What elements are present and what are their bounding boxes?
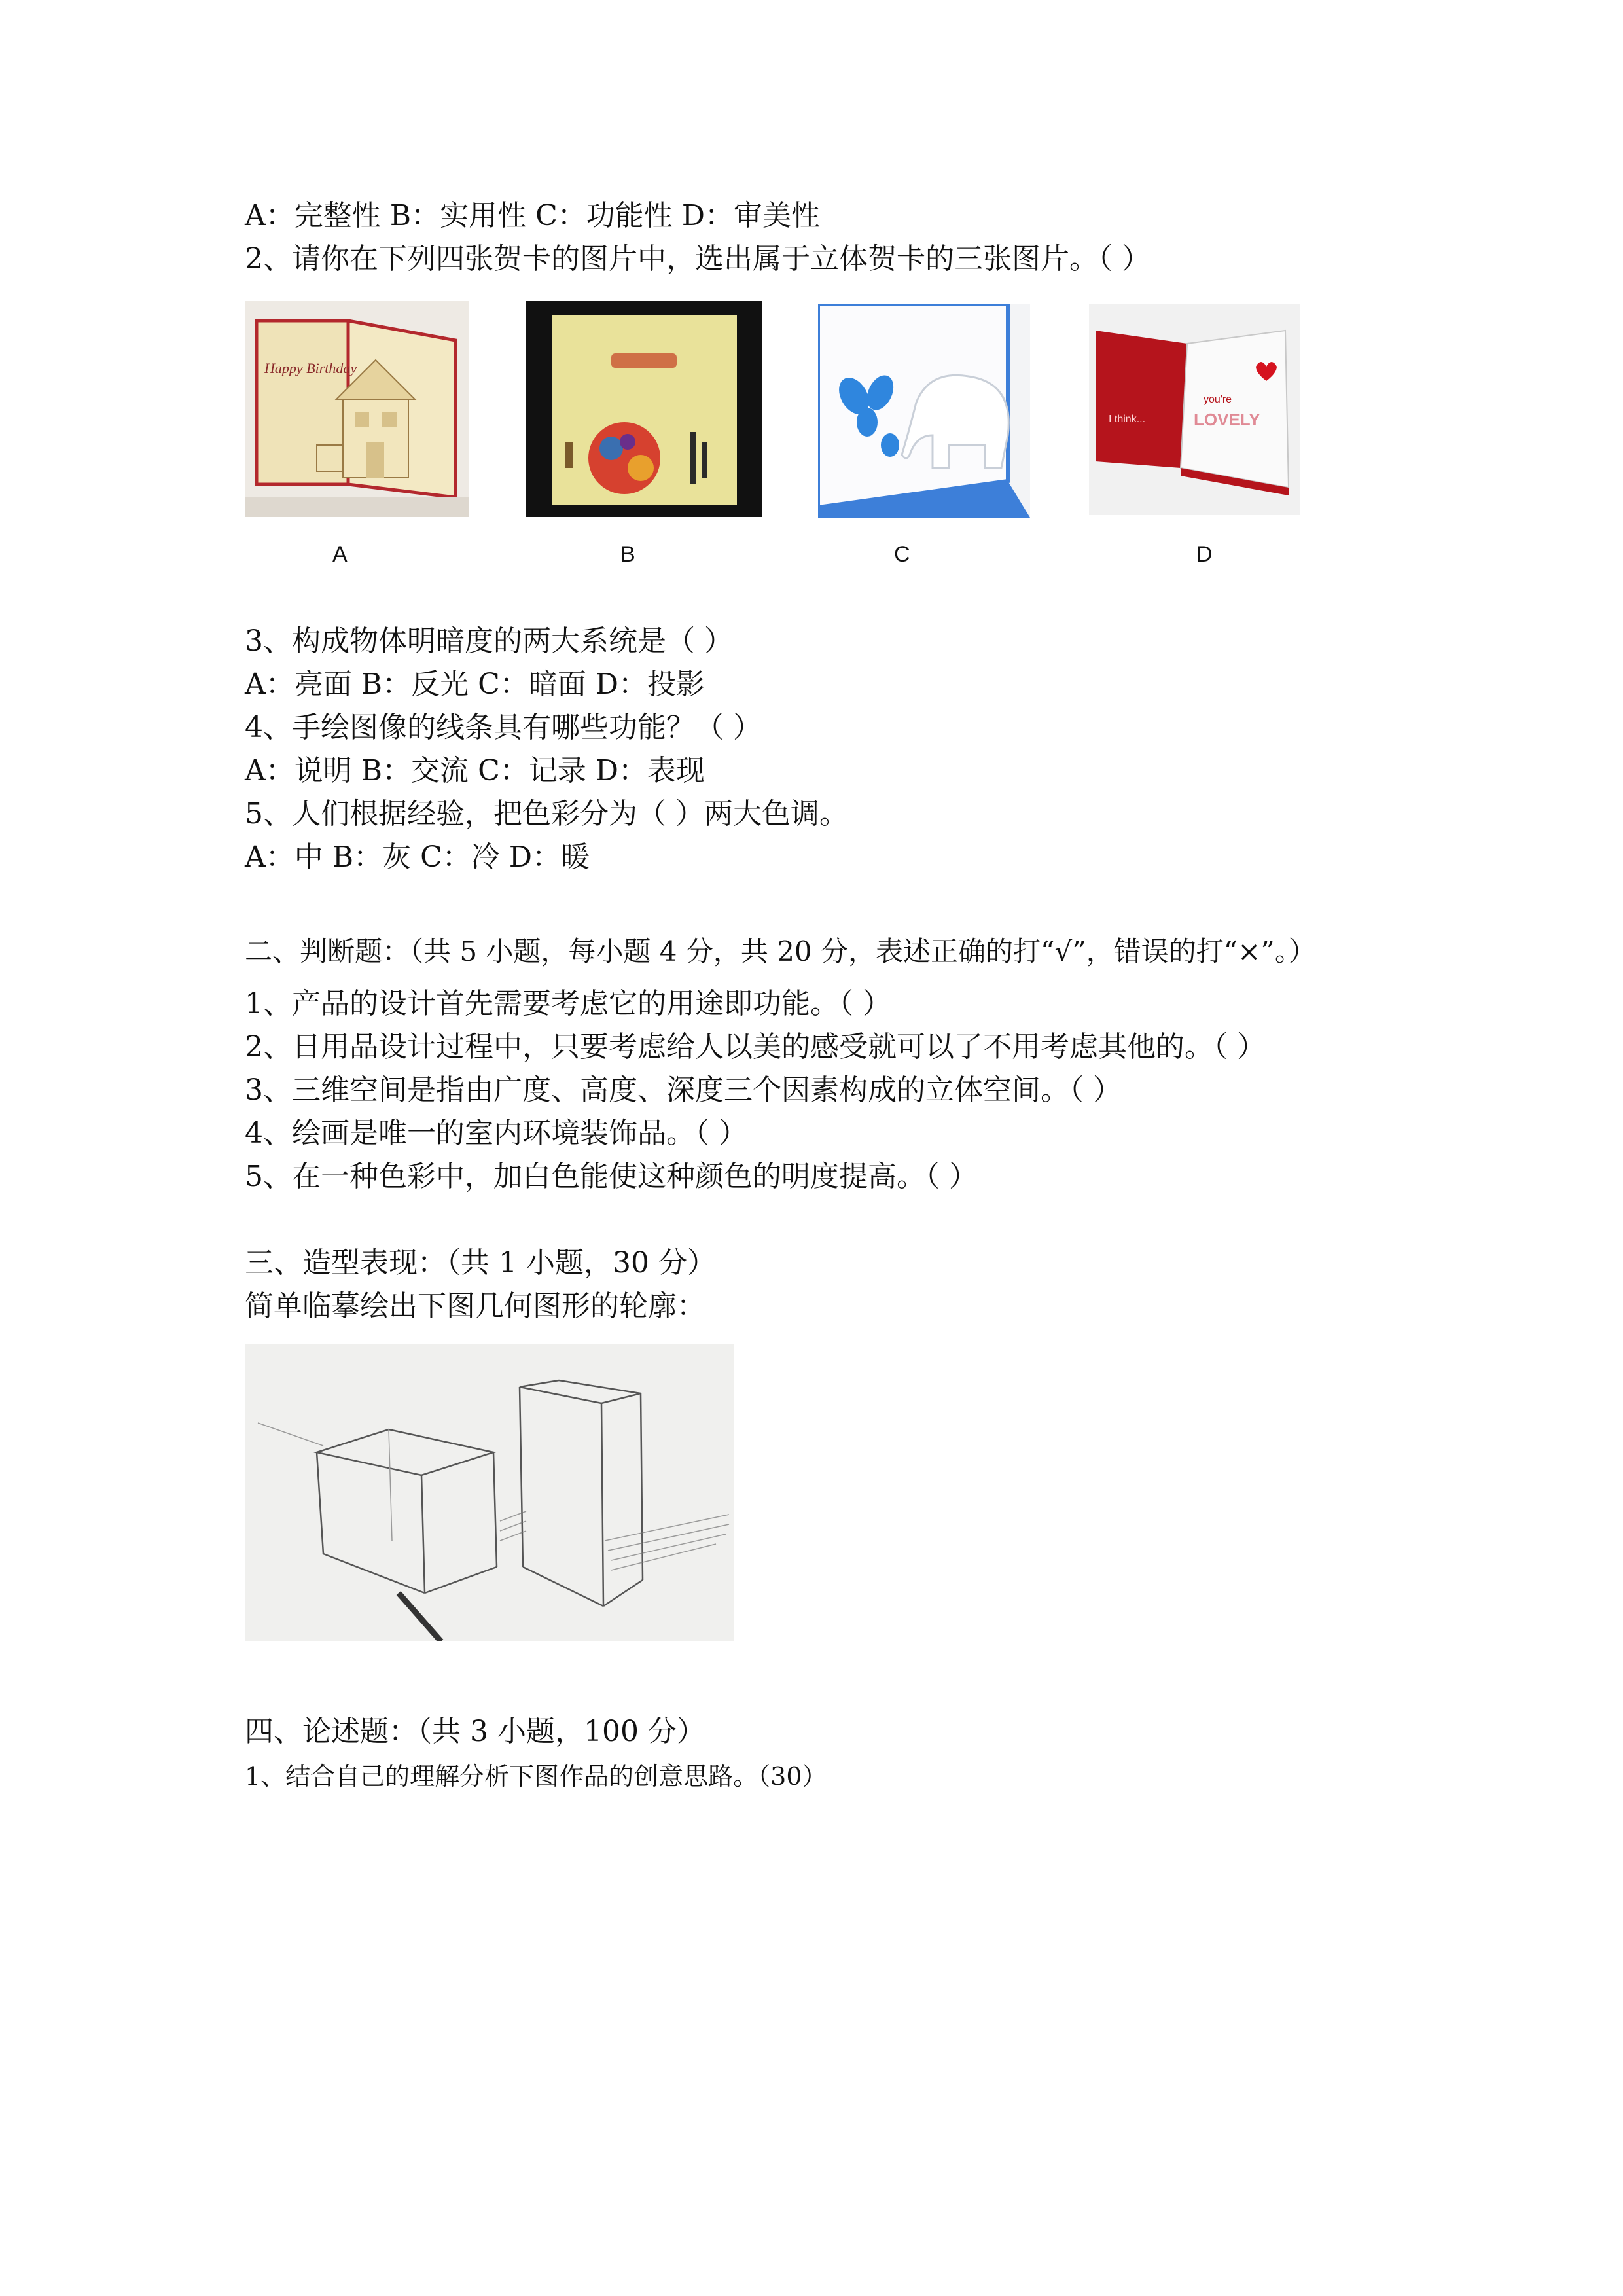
tf-item-2: 2、日用品设计过程中，只要考虑给人以美的感受就可以了不用考虑其他的。（ ） [245,1030,1266,1064]
card-c-image [818,304,1030,518]
q5-question: 5、人们根据经验，把色彩分为（ ）两大色调。 [245,797,848,831]
card-c-label: C [894,542,910,567]
card-a-label: A [332,542,348,567]
card-a-text: Happy Birthday [264,360,357,376]
card-b-image [526,301,762,517]
card-a-image [245,301,469,517]
card-d-image [1089,304,1300,515]
q5-options: A：中 B：灰 C：冷 D：暖 [245,840,590,874]
tf-item-4: 4、绘画是唯一的室内环境装饰品。（ ） [245,1117,747,1150]
card-d-text1: I think... [1109,414,1146,425]
section3-prompt: 简单临摹绘出下图几何图形的轮廓： [245,1289,705,1323]
section2-title: 二、判断题：（共 5 小题，每小题 4 分，共 20 分，表述正确的打“√”，错误的打“×”。） [245,935,1316,967]
q3-question: 3、构成物体明暗度的两大系统是（ ） [245,624,733,658]
q2-question: 2、请你在下列四张贺卡的图片中，选出属于立体贺卡的三张图片。（ ） [245,242,1150,276]
card-d-text3: LOVELY [1194,410,1260,429]
q3-options: A：亮面 B：反光 C：暗面 D：投影 [245,668,705,701]
section3-title: 三、造型表现：（共 1 小题，30 分） [245,1246,716,1280]
card-d-text2: you're [1204,394,1232,405]
section4-title: 四、论述题：（共 3 小题，100 分） [245,1715,705,1748]
geometry-sketch-image [245,1344,734,1641]
essay-question-1: 1、结合自己的理解分析下图作品的创意思路。（30） [245,1762,827,1791]
q4-question: 4、手绘图像的线条具有哪些功能？（ ） [245,711,762,744]
tf-item-3: 3、三维空间是指由广度、高度、深度三个因素构成的立体空间。（ ） [245,1073,1122,1107]
card-b-label: B [620,542,635,567]
tf-item-5: 5、在一种色彩中，加白色能使这种颜色的明度提高。（ ） [245,1160,978,1193]
q4-options: A：说明 B：交流 C：记录 D：表现 [245,754,705,787]
q1-options: A：完整性 B：实用性 C：功能性 D：审美性 [245,199,821,232]
card-d-label: D [1196,542,1213,567]
tf-item-1: 1、产品的设计首先需要考虑它的用途即功能。（ ） [245,987,891,1020]
